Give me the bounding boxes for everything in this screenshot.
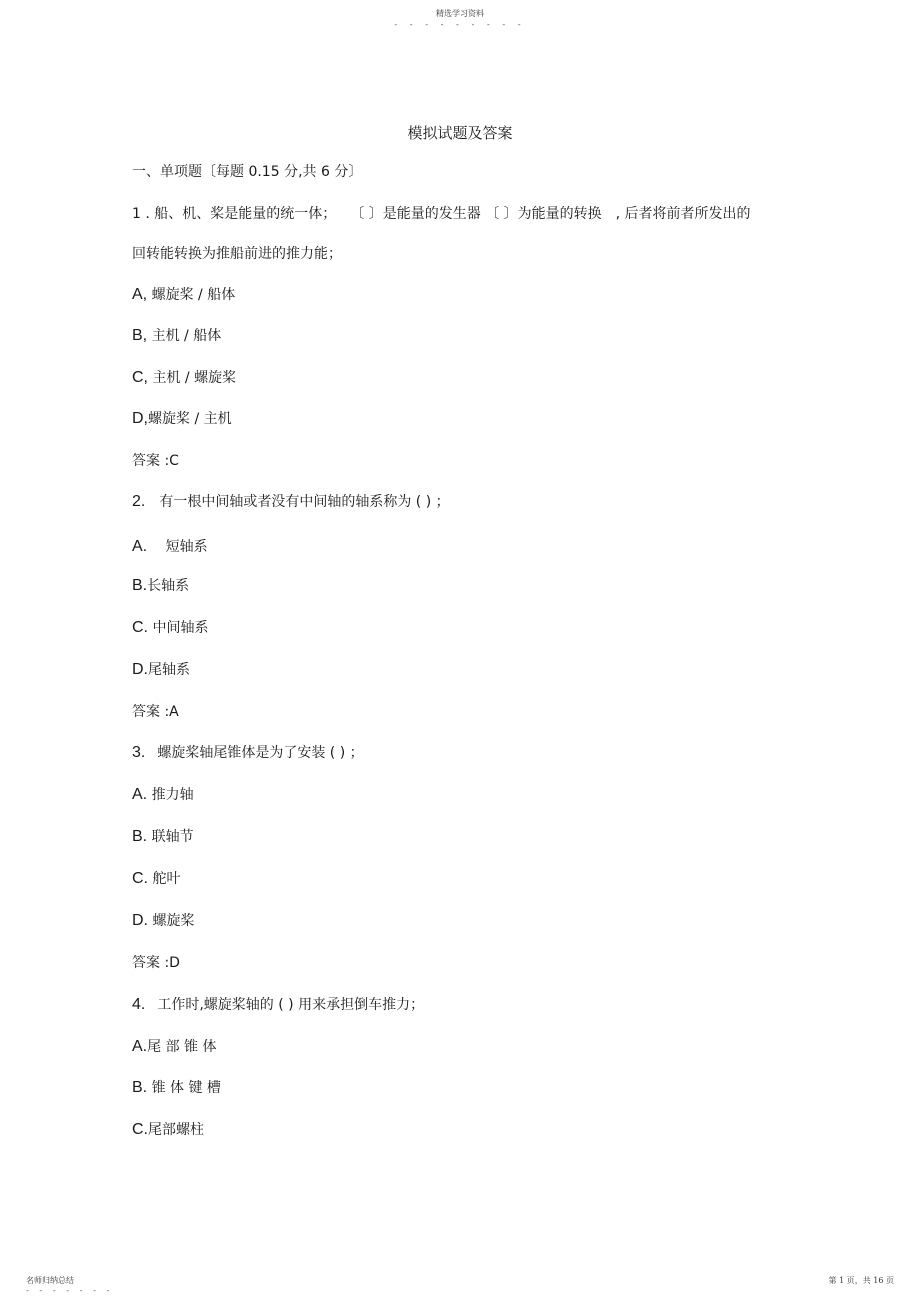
question-3-option-d bbox=[132, 911, 194, 931]
page-number: 第 1 页，共 16 页 bbox=[828, 1276, 894, 1285]
option-label: A, bbox=[132, 286, 148, 303]
question-1-stem-line2: 回转能转换为推船前进的推力能； bbox=[132, 246, 342, 262]
option-text: 短轴系 bbox=[147, 539, 208, 555]
option-label: B. bbox=[132, 577, 148, 594]
question-1-option-a bbox=[132, 285, 235, 305]
option-label: A. bbox=[132, 786, 148, 803]
question-text: 螺旋桨轴尾锥体是为了安装 ( ) ； bbox=[157, 745, 364, 761]
option-label: A. bbox=[132, 1038, 148, 1055]
option-text: 中间轴系 bbox=[148, 620, 209, 636]
question-number: 4. bbox=[132, 996, 146, 1013]
question-4-option-b bbox=[132, 1078, 221, 1098]
option-text: 主机 / 船体 bbox=[147, 328, 222, 344]
question-4-option-c bbox=[132, 1120, 204, 1140]
question-3-answer: 答案 :D bbox=[132, 955, 180, 971]
option-text: 尾部螺柱 bbox=[148, 1122, 204, 1138]
option-label: B. bbox=[132, 1079, 148, 1096]
question-4-stem bbox=[132, 995, 424, 1015]
option-label: D, bbox=[132, 410, 148, 427]
option-label: C, bbox=[132, 369, 148, 386]
option-text: 螺旋桨 / 船体 bbox=[147, 287, 236, 303]
option-label: B. bbox=[132, 828, 148, 845]
footer-left-dashes: - - - - - - - bbox=[26, 1286, 114, 1295]
question-4-option-a bbox=[132, 1037, 216, 1057]
question-2-stem bbox=[132, 492, 450, 512]
option-text: 尾 部 锥 体 bbox=[147, 1039, 217, 1055]
section-heading: 一、单项题〔每题 0.15 分,共 6 分〕 bbox=[132, 164, 363, 180]
option-text: 长轴系 bbox=[147, 578, 190, 594]
question-3-option-b bbox=[132, 827, 194, 847]
question-number: 2. bbox=[132, 493, 146, 510]
question-2-option-b bbox=[132, 576, 189, 596]
question-1-stem-line1: 1 . 船、机、桨是能量的统一体； 〔 〕是能量的发生器 〔 〕为能量的转换 , 后者将前者所发出的 bbox=[132, 206, 751, 222]
option-text: 螺旋桨 bbox=[148, 913, 195, 929]
question-text: 工作时,螺旋桨轴的 ( ) 用来承担倒车推力； bbox=[157, 997, 425, 1013]
question-1-option-d bbox=[132, 409, 232, 429]
question-2-option-a bbox=[132, 537, 208, 557]
page-title: 模拟试题及答案 bbox=[407, 124, 513, 142]
question-3-option-c bbox=[132, 869, 180, 889]
option-text: 主机 / 螺旋桨 bbox=[148, 370, 237, 386]
option-text: 推力轴 bbox=[147, 787, 194, 803]
header-top-label: 精选学习资料 bbox=[436, 9, 484, 18]
question-2-answer: 答案 :A bbox=[132, 704, 179, 720]
option-text: 舵叶 bbox=[148, 871, 181, 887]
option-label: D. bbox=[132, 912, 148, 929]
footer-left-label: 名师归纳总结 bbox=[26, 1276, 74, 1285]
option-label: A. bbox=[132, 538, 148, 555]
question-3-option-a bbox=[132, 785, 194, 805]
header-dashes: - - - - - - - - - bbox=[394, 20, 526, 29]
question-text: 有一根中间轴或者没有中间轴的轴系称为 ( ) ； bbox=[159, 494, 450, 510]
question-number: 3. bbox=[132, 744, 146, 761]
question-3-stem bbox=[132, 743, 364, 763]
question-2-option-c bbox=[132, 618, 208, 638]
question-1-answer: 答案 :C bbox=[132, 453, 179, 469]
option-label: C. bbox=[132, 619, 148, 636]
question-2-option-d bbox=[132, 660, 190, 680]
option-text: 尾轴系 bbox=[148, 662, 190, 678]
option-text: 螺旋桨 / 主机 bbox=[148, 411, 232, 427]
question-1-option-b bbox=[132, 326, 221, 346]
question-1-option-c bbox=[132, 368, 236, 388]
option-label: C. bbox=[132, 870, 148, 887]
option-label: C. bbox=[132, 1121, 148, 1138]
option-text: 锥 体 键 槽 bbox=[147, 1080, 221, 1096]
option-text: 联轴节 bbox=[147, 829, 194, 845]
option-label: B, bbox=[132, 327, 148, 344]
option-label: D. bbox=[132, 661, 148, 678]
